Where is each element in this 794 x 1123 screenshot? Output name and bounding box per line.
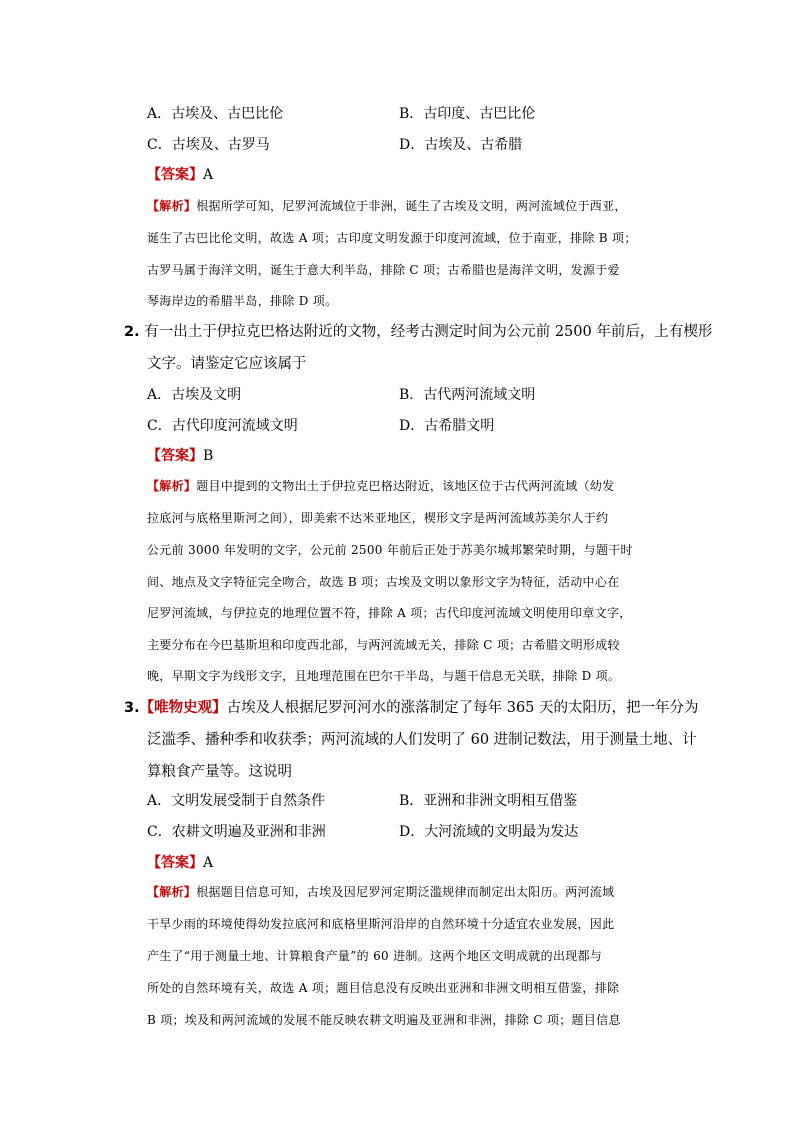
analysis-tag: 【解析】 [147, 885, 197, 899]
q2-answer [147, 445, 213, 465]
q2-stem-line-2: 文字。请鉴定它应该属于 [147, 356, 307, 372]
answer-value: A [203, 855, 214, 871]
stem-text: 古埃及人根据尼罗河河水的涨落制定了每年 365 天的太阳历，把一年分为 [226, 700, 699, 716]
question-tag: 【唯物史观】 [139, 699, 227, 716]
q3-answer [147, 852, 213, 872]
q3-stem-line-2: 泛滥季、播种季和收获季；两河流域的人们发明了 60 进制记数法，用于测量土地、计 [147, 732, 697, 748]
question-number: 2. [124, 324, 140, 340]
q2-analysis-line-4: 间、地点及文字特征完全吻合，故选 B 项；古埃及文明以象形文字为特征，活动中心在 [147, 575, 620, 589]
answer-tag: 【答案】 [147, 167, 203, 183]
q3-analysis-line-3: 产生了“用于测量土地、计算粮食产量”的 60 进制。这两个地区文明成就的出现都与 [147, 949, 603, 963]
q2-option-d: D．古希腊文明 [399, 418, 495, 434]
q3-analysis-line-2: 干旱少雨的环境使得幼发拉底河和底格里斯河沿岸的自然环境十分适宜农业发展，因此 [147, 917, 615, 931]
q1-analysis-line-1 [147, 197, 627, 214]
stem-text: 有一出土于伊拉克巴格达附近的文物，经考古测定时间为公元前 2500 年前后，上有楔形 [144, 324, 713, 340]
q3-stem-line-3: 算粮食产量等。这说明 [147, 764, 292, 780]
q1-option-c: C．古埃及、古罗马 [147, 137, 270, 153]
q2-analysis-line-5: 尼罗河流域，与伊拉克的地理位置不符，排除 A 项；古代印度河流域文明使用印章文字， [147, 606, 632, 620]
analysis-text: 题目中提到的文物出土于伊拉克巴格达附近，该地区位于古代两河流域（幼发 [196, 479, 615, 493]
question-number: 3. [124, 700, 140, 716]
answer-value: A [203, 167, 214, 183]
q1-answer [147, 164, 213, 184]
answer-value: B [203, 448, 214, 464]
q2-stem-line-1 [124, 320, 712, 341]
q2-analysis-line-1 [147, 477, 614, 494]
q1-option-b: B．古印度、古巴比伦 [399, 106, 536, 122]
q3-analysis-line-4: 所处的自然环境有关，故选 A 项；题目信息没有反映出亚洲和非洲文明相互借鉴，排除 [147, 981, 620, 995]
answer-tag: 【答案】 [147, 855, 203, 871]
q2-analysis-line-3: 公元前 3000 年发明的文字，公元前 2500 年前后正处于苏美尔城邦繁荣时期，与题干时 [147, 543, 633, 557]
analysis-tag: 【解析】 [147, 479, 197, 493]
q1-option-a: A．古埃及、古巴比伦 [147, 106, 284, 122]
q1-analysis-line-4: 琴海岸边的希腊半岛，排除 D 项。 [147, 294, 338, 308]
q3-analysis-line-1 [147, 883, 614, 900]
q2-analysis-line-2: 拉底河与底格里斯河之间），即美索不达米亚地区，楔形文字是两河流域苏美尔人于约 [147, 511, 609, 525]
q3-option-b: B．亚洲和非洲文明相互借鉴 [399, 793, 578, 809]
q3-option-c: C．农耕文明遍及亚洲和非洲 [147, 824, 326, 840]
q3-option-a: A．文明发展受制于自然条件 [147, 793, 326, 809]
q3-analysis-line-5: B 项；埃及和两河流域的发展不能反映农耕文明遍及亚洲和非洲，排除 C 项；题目信息 [147, 1013, 621, 1027]
analysis-tag: 【解析】 [147, 199, 197, 213]
q2-option-a: A．古埃及文明 [147, 387, 242, 403]
analysis-text: 根据题目信息可知，古埃及因尼罗河定期泛滥规律而制定出太阳历。两河流域 [196, 885, 615, 899]
q3-option-d: D．大河流域的文明最为发达 [399, 824, 579, 840]
q1-analysis-line-3: 古罗马属于海洋文明，诞生于意大利半岛，排除 C 项；古希腊也是海洋文明，发源于爱 [147, 263, 620, 277]
q1-analysis-line-2: 诞生了古巴比伦文明，故选 A 项；古印度文明发源于印度河流域，位于南亚，排除 B 项； [147, 231, 637, 245]
q3-stem-line-1 [124, 696, 699, 717]
answer-tag: 【答案】 [147, 448, 203, 464]
q2-option-c: C．古代印度河流域文明 [147, 418, 298, 434]
q2-analysis-line-7: 晚，早期文字为线形文字，且地理范围在巴尔干半岛，与题干信息无关联，排除 D 项。 [147, 669, 621, 683]
analysis-text: 根据所学可知，尼罗河流域位于非洲，诞生了古埃及文明，两河流域位于西亚， [196, 199, 627, 213]
q1-option-d: D．古埃及、古希腊 [399, 137, 523, 153]
q2-analysis-line-6: 主要分布在今巴基斯坦和印度西北部，与两河流域无关，排除 C 项；古希腊文明形成较 [147, 638, 620, 652]
q2-option-b: B．古代两河流域文明 [399, 387, 536, 403]
